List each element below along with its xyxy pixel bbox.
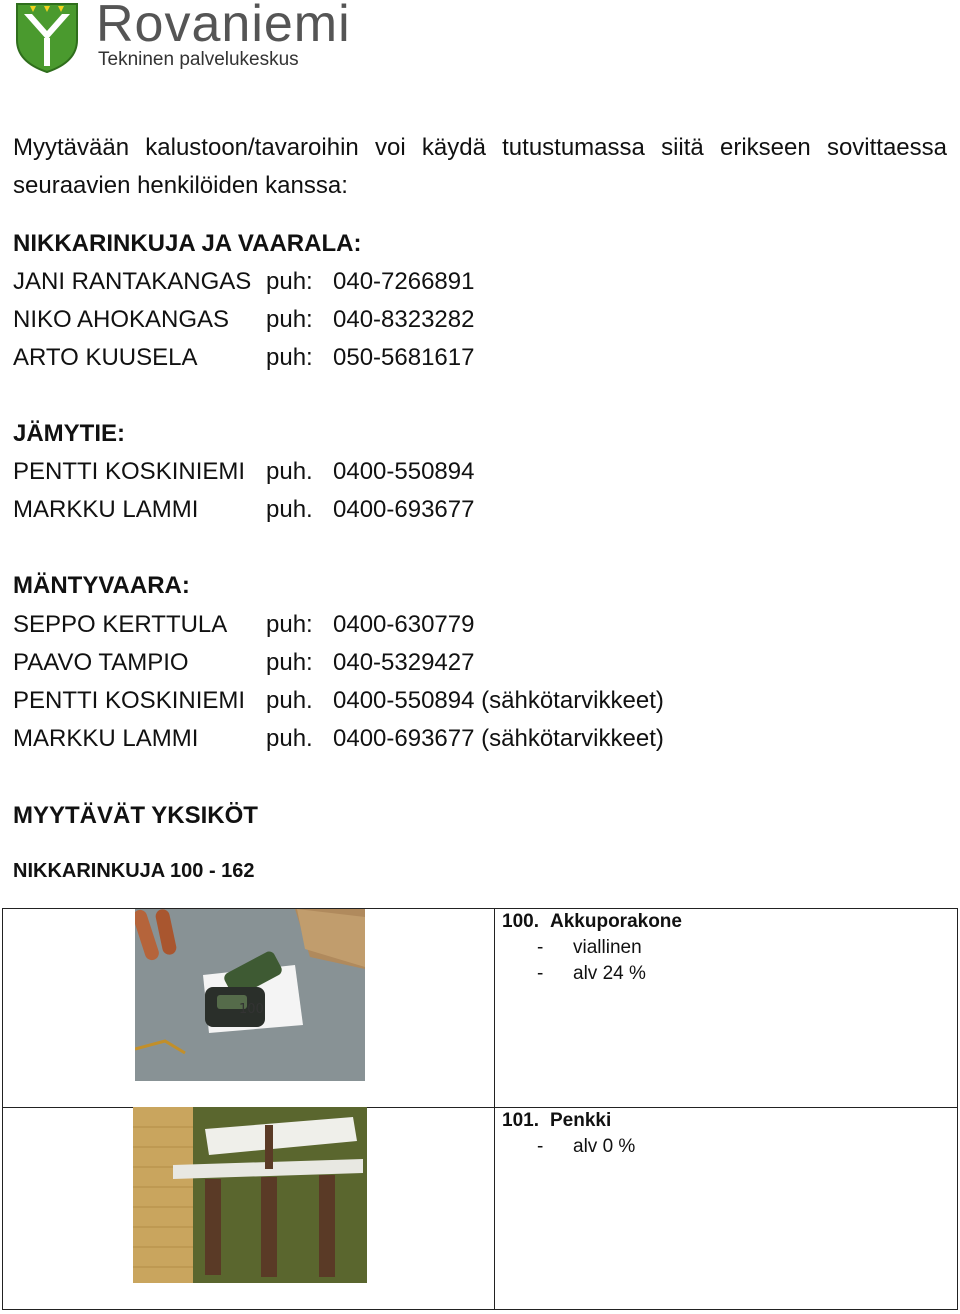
contact-name: MARKKU LAMMI bbox=[13, 725, 199, 752]
bullet-dash: - bbox=[537, 937, 544, 958]
phone-number: 0400-693677 bbox=[333, 496, 475, 523]
item-detail bbox=[537, 961, 646, 987]
units-heading: MYYTÄVÄT YKSIKÖT bbox=[13, 802, 258, 829]
item-name: Penkki bbox=[550, 1110, 612, 1131]
item-photo-bench bbox=[133, 1107, 367, 1283]
phone-label: puh. bbox=[266, 458, 313, 485]
contact-name: ARTO KUUSELA bbox=[13, 344, 198, 371]
detail-text: viallinen bbox=[573, 937, 642, 958]
contact-name: MARKKU LAMMI bbox=[13, 496, 199, 523]
contact-name: NIKO AHOKANGAS bbox=[13, 306, 230, 333]
location-heading-jamytie: JÄMYTIE: bbox=[13, 420, 126, 447]
item-number: 101. bbox=[502, 1110, 539, 1131]
detail-text: alv 0 % bbox=[573, 1136, 636, 1157]
contact-name: JANI RANTAKANGAS bbox=[13, 268, 252, 295]
phone-number: 0400-550894 bbox=[333, 458, 475, 485]
item-photo-drill bbox=[135, 909, 365, 1081]
department-name: Tekninen palvelukeskus bbox=[98, 49, 299, 70]
phone-label: puh: bbox=[266, 611, 313, 638]
phone-label: puh: bbox=[266, 344, 313, 371]
phone-number: 0400-693677 (sähkötarvikkeet) bbox=[333, 725, 664, 752]
bullet-dash: - bbox=[537, 963, 544, 984]
table-divider bbox=[494, 909, 495, 1309]
contact-name: SEPPO KERTTULA bbox=[13, 611, 228, 638]
phone-label: puh. bbox=[266, 687, 313, 714]
detail-text: alv 24 % bbox=[573, 963, 646, 984]
phone-number: 0400-550894 (sähkötarvikkeet) bbox=[333, 687, 664, 714]
phone-label: puh: bbox=[266, 306, 313, 333]
phone-label: puh. bbox=[266, 725, 313, 752]
intro-paragraph: Myytävään kalustoon/tavaroihin voi käydä tutustumassa siitä erikseen sovittaessa seuraavien henkilöiden kanssa: bbox=[13, 134, 947, 199]
contact-name: PAAVO TAMPIO bbox=[13, 649, 189, 676]
phone-label: puh. bbox=[266, 496, 313, 523]
contact-name: PENTTI KOSKINIEMI bbox=[13, 687, 246, 714]
bullet-dash: - bbox=[537, 1136, 544, 1157]
location-heading-nikkarinkuja: NIKKARINKUJA JA VAARALA: bbox=[13, 230, 362, 257]
contact-name: PENTTI KOSKINIEMI bbox=[13, 458, 246, 485]
item-title bbox=[502, 1109, 611, 1133]
phone-number: 0400-630779 bbox=[333, 611, 475, 638]
phone-number: 050-5681617 bbox=[333, 344, 475, 371]
brand-name: Rovaniemi bbox=[96, 0, 351, 53]
items-table bbox=[2, 908, 958, 1310]
phone-label: puh: bbox=[266, 268, 313, 295]
range-heading: NIKKARINKUJA 100 - 162 bbox=[13, 860, 255, 882]
shield-icon bbox=[14, 0, 80, 74]
item-detail bbox=[537, 935, 642, 961]
phone-number: 040-5329427 bbox=[333, 649, 475, 676]
item-name: Akkuporakone bbox=[550, 911, 682, 932]
phone-label: puh: bbox=[266, 649, 313, 676]
phone-number: 040-7266891 bbox=[333, 268, 475, 295]
item-number: 100. bbox=[502, 911, 539, 932]
item-detail bbox=[537, 1134, 635, 1160]
rovaniemi-logo bbox=[14, 0, 384, 80]
item-title bbox=[502, 910, 682, 934]
photo-tag: 100 bbox=[239, 1002, 264, 1017]
phone-number: 040-8323282 bbox=[333, 306, 475, 333]
location-heading-mantyvaara: MÄNTYVAARA: bbox=[13, 572, 190, 599]
